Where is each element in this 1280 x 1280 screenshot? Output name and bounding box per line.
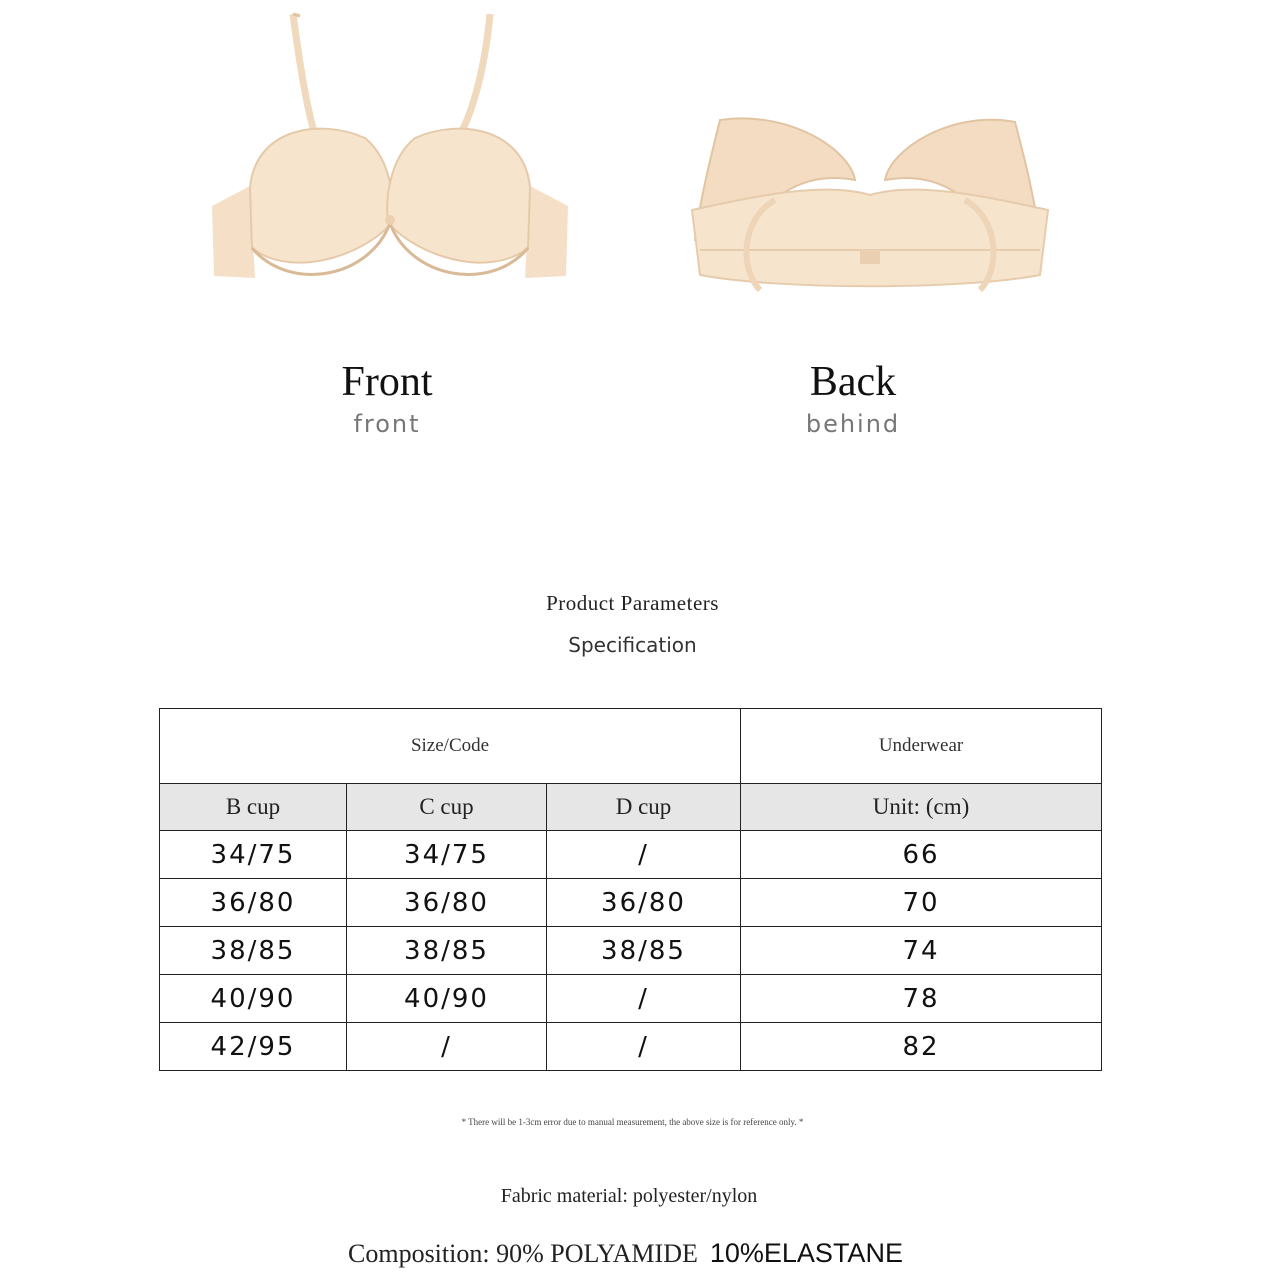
front-bra-image (200, 8, 580, 308)
table-cell: 42/95 (160, 1023, 347, 1071)
column-header-b-cup: B cup (160, 784, 347, 831)
table-cell: 34/75 (347, 831, 547, 879)
composition-polyamide: Composition: 90% POLYAMIDE (348, 1239, 698, 1268)
table-cell: 82 (741, 1023, 1102, 1071)
front-subtitle: front (353, 410, 421, 438)
underwear-header: Underwear (741, 709, 1102, 784)
table-cell: 40/90 (160, 975, 347, 1023)
section-subtitle: Specification (568, 633, 697, 657)
section-title: Product Parameters (546, 591, 719, 615)
back-title: Back (809, 359, 897, 405)
table-row (160, 879, 1102, 927)
column-header-c-cup: C cup (347, 784, 547, 831)
composition-elastane: 10%ELASTANE (709, 1238, 903, 1268)
measurement-note: * There will be 1-3cm error due to manual measurement, the above size is for reference only. * (461, 1117, 804, 1127)
table-cell: 34/75 (160, 831, 347, 879)
size-table (159, 708, 1102, 1071)
table-cell: 36/80 (547, 879, 741, 927)
column-header-d-cup: D cup (547, 784, 741, 831)
front-label (237, 358, 537, 440)
table-cell: 70 (741, 879, 1102, 927)
table-cell: 36/80 (347, 879, 547, 927)
fabric-material: Fabric material: polyester/nylon (500, 1185, 758, 1207)
table-row (160, 831, 1102, 879)
table-cell: 66 (741, 831, 1102, 879)
table-row (160, 927, 1102, 975)
composition (348, 1238, 903, 1269)
table-cell: 74 (741, 927, 1102, 975)
back-label (703, 358, 1003, 440)
table-row (160, 1023, 1102, 1071)
table-cell: / (547, 1023, 741, 1071)
table-cell: / (547, 975, 741, 1023)
back-bra-image (680, 100, 1060, 310)
table-cell: / (547, 831, 741, 879)
table-cell: 36/80 (160, 879, 347, 927)
column-header-unit: Unit: (cm) (741, 784, 1102, 831)
table-cell: 38/85 (547, 927, 741, 975)
table-cell: / (347, 1023, 547, 1071)
table-row (160, 975, 1102, 1023)
table-cell: 38/85 (160, 927, 347, 975)
back-subtitle: behind (805, 410, 901, 438)
size-code-header: Size/Code (160, 709, 741, 784)
table-cell: 78 (741, 975, 1102, 1023)
table-cell: 38/85 (347, 927, 547, 975)
front-title: Front (341, 359, 433, 405)
table-cell: 40/90 (347, 975, 547, 1023)
